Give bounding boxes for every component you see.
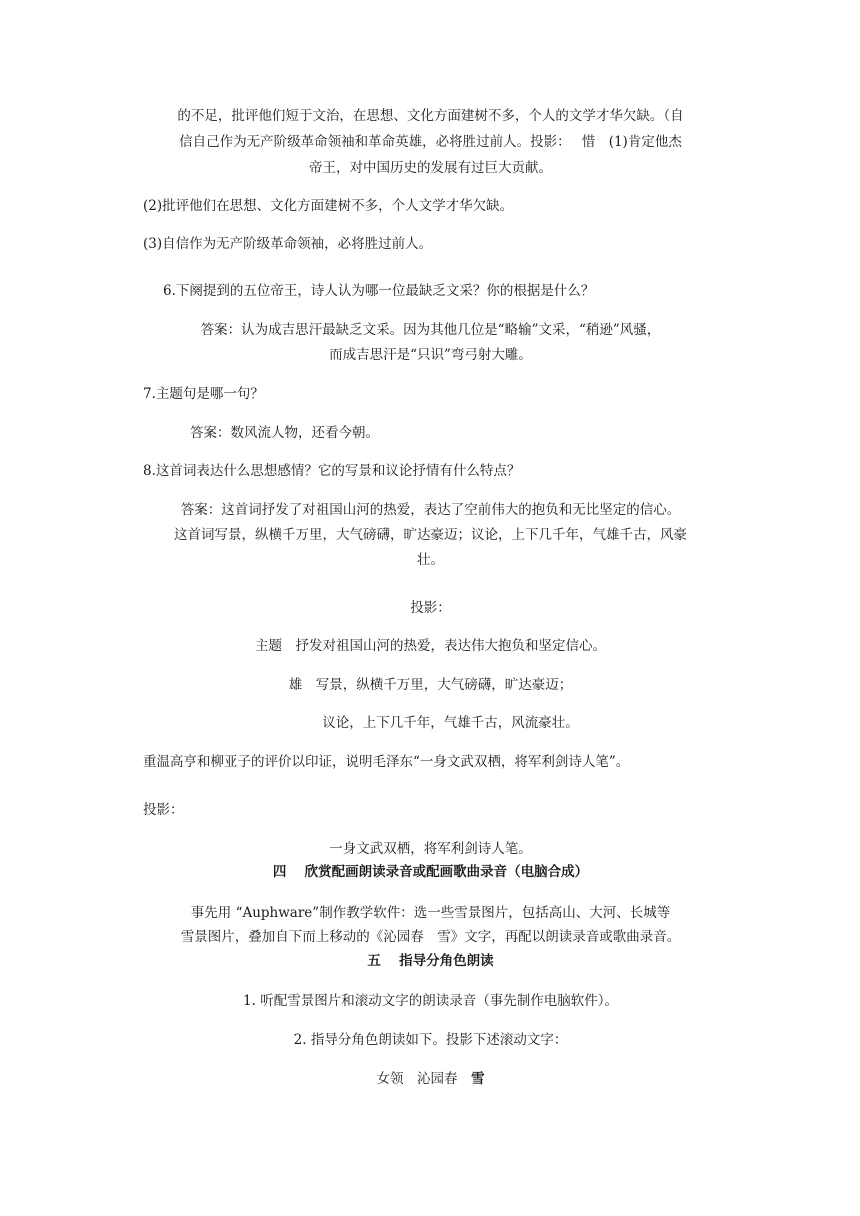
list-item: 2. 指导分角色朗读如下。投影下述滚动文字： <box>293 1032 568 1048</box>
paragraph-line: 帝王，对中国历史的发展有过巨大贡献。 <box>309 160 552 176</box>
list-item: (3)自信作为无产阶级革命领袖，必将胜过前人。 <box>143 236 433 252</box>
question-7: 7.主题句是哪一句？ <box>143 386 264 402</box>
role-line <box>143 1069 718 1089</box>
answer-line: 答案：这首词抒发了对祖国山河的热爱，表达了空前伟大的抱负和无比坚定的信心。 <box>180 502 681 518</box>
projection-line: 一身文武双栖，将军利剑诗人笔。 <box>329 841 532 857</box>
projection-line: 主题 抒发对祖国山河的热爱，表达伟大抱负和坚定信心。 <box>255 638 606 654</box>
answer-line: 这首词写景，纵横千万里，大气磅礴，旷达豪迈；议论，上下几千年，气雄千古，风豪 <box>174 527 687 543</box>
answer-line: 答案：认为成吉思汗最缺乏文采。因为其他几位是“略输”文采，“稍逊”风骚， <box>200 322 661 338</box>
section-heading: 五 指导分角色朗读 <box>367 953 494 969</box>
answer-line: 壮。 <box>417 552 444 568</box>
projection-label: 投影： <box>410 600 451 616</box>
projection-label: 投影： <box>143 802 184 818</box>
list-item: 1. 听配雪景图片和滚动文字的朗读录音（事先制作电脑软件）。 <box>243 993 618 1009</box>
role-bold-text: 雪 <box>471 1071 485 1087</box>
paragraph-line: 雪景图片，叠加自下而上移动的《沁园春 雪》文字，再配以朗读录音或歌曲录音。 <box>180 929 681 945</box>
answer-line: 答案：数风流人物，还看今朝。 <box>190 425 379 441</box>
projection-line: 雄 写景，纵横千万里，大气磅礴，旷达豪迈； <box>288 677 573 693</box>
section-heading: 四 欣赏配画朗读录音或配画歌曲录音（电脑合成） <box>272 864 589 880</box>
list-item: (2)批评他们在思想、文化方面建树不多，个人文学才华欠缺。 <box>143 198 514 214</box>
projection-line: 议论，上下几千年，气雄千古，风流豪壮。 <box>322 715 579 731</box>
answer-line: 而成吉思汗是“只识”弯弓射大雕。 <box>329 347 532 363</box>
role-text: 女领 沁园春 <box>376 1071 458 1087</box>
paragraph-line: 事先用 “Auphware”制作教学软件：选一些雪景图片，包括高山、大河、长城等 <box>190 905 671 921</box>
question-8: 8.这首词表达什么思想感情？它的写景和议论抒情有什么特点？ <box>143 463 521 479</box>
paragraph-line: 信自己作为无产阶级革命领袖和革命英雄，必将胜过前人。投影： 惜 (1)肯定他杰 <box>179 134 682 150</box>
question-6: 6.下阕提到的五位帝王，诗人认为哪一位最缺乏文采？你的根据是什么？ <box>163 283 595 299</box>
paragraph-line: 的不足，批评他们短于文治，在思想、文化方面建树不多，个人的文学才华欠缺。（自 <box>177 108 684 124</box>
paragraph-line: 重温高亨和柳亚子的评价以印证，说明毛泽东“一身文武双栖，将军利剑诗人笔”。 <box>143 754 630 770</box>
